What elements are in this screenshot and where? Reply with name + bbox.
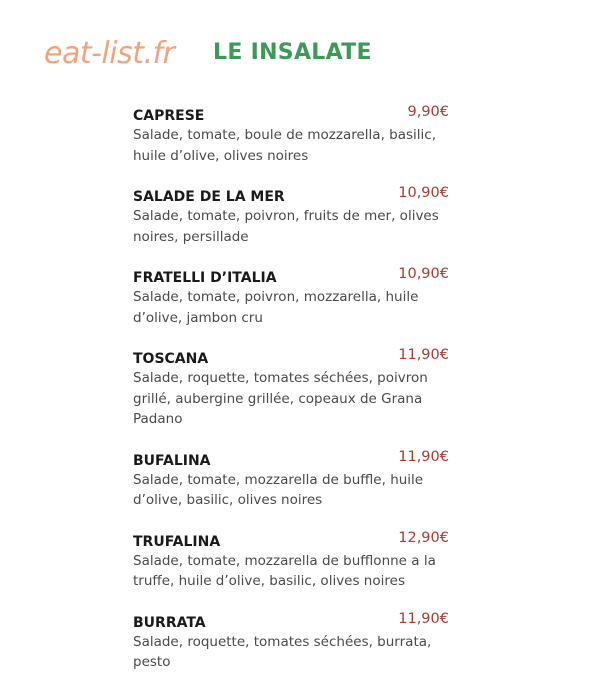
menu-item-description: Salade, tomate, mozzarella de bufflonne a la truffe, huile d’olive, basilic, olives noires [133, 552, 436, 589]
menu-list [133, 104, 449, 692]
menu-item-description: Salade, roquette, tomates séchées, poivron grillé, aubergine grillée, copeaux de Grana Padano [133, 370, 428, 427]
menu-item-name: SALADE DE LA MER [133, 189, 285, 205]
menu-item-name: BURRATA [133, 614, 206, 631]
menu-item-description: Salade, tomate, mozzarella de buffle, huile d’olive, basilic, olives noires [133, 471, 424, 508]
menu-item-description: Salade, tomate, poivron, mozzarella, huile d’olive, jambon cru [133, 289, 419, 326]
menu-item-name: FRATELLI D’ITALIA [133, 270, 277, 286]
menu-item-salade-de-la-mer [133, 185, 449, 247]
menu-item-price: 12,90€ [398, 529, 449, 546]
menu-item-description: Salade, tomate, poivron, fruits de mer, olives noires, persillade [133, 208, 439, 245]
menu-item-name: BUFALINA [133, 452, 211, 469]
menu-item-toscana [133, 347, 449, 430]
section-title: LE INSALATE [213, 40, 372, 65]
menu-item-name: TOSCANA [133, 351, 209, 367]
menu-item-price: 10,90€ [398, 266, 449, 282]
menu-item-header [133, 449, 449, 469]
menu-item-price: 11,90€ [398, 347, 449, 363]
menu-item-price: 11,90€ [398, 610, 449, 627]
menu-item-trufalina [133, 530, 449, 592]
menu-item-burrata [133, 611, 449, 673]
menu-item-name: TRUFALINA [133, 533, 221, 550]
menu-item-header [133, 530, 449, 550]
menu-item-name: CAPRESE [133, 108, 205, 124]
menu-item-header [133, 266, 449, 286]
menu-item-price: 11,90€ [398, 448, 449, 465]
menu-item-price: 9,90€ [407, 104, 449, 120]
watermark-logo: eat-list.fr [44, 36, 175, 71]
menu-item-bufalina [133, 449, 449, 511]
menu-item-fratelli-ditalia [133, 266, 449, 328]
menu-item-caprese [133, 104, 449, 166]
menu-item-header [133, 611, 449, 631]
menu-item-description: Salade, tomate, boule de mozzarella, basilic, huile d’olive, olives noires [133, 127, 436, 164]
menu-item-header [133, 185, 449, 205]
menu-item-price: 10,90€ [398, 185, 449, 201]
menu-item-description: Salade, roquette, tomates séchées, burrata, pesto [133, 633, 432, 670]
menu-item-header [133, 104, 449, 124]
menu-item-header [133, 347, 449, 367]
